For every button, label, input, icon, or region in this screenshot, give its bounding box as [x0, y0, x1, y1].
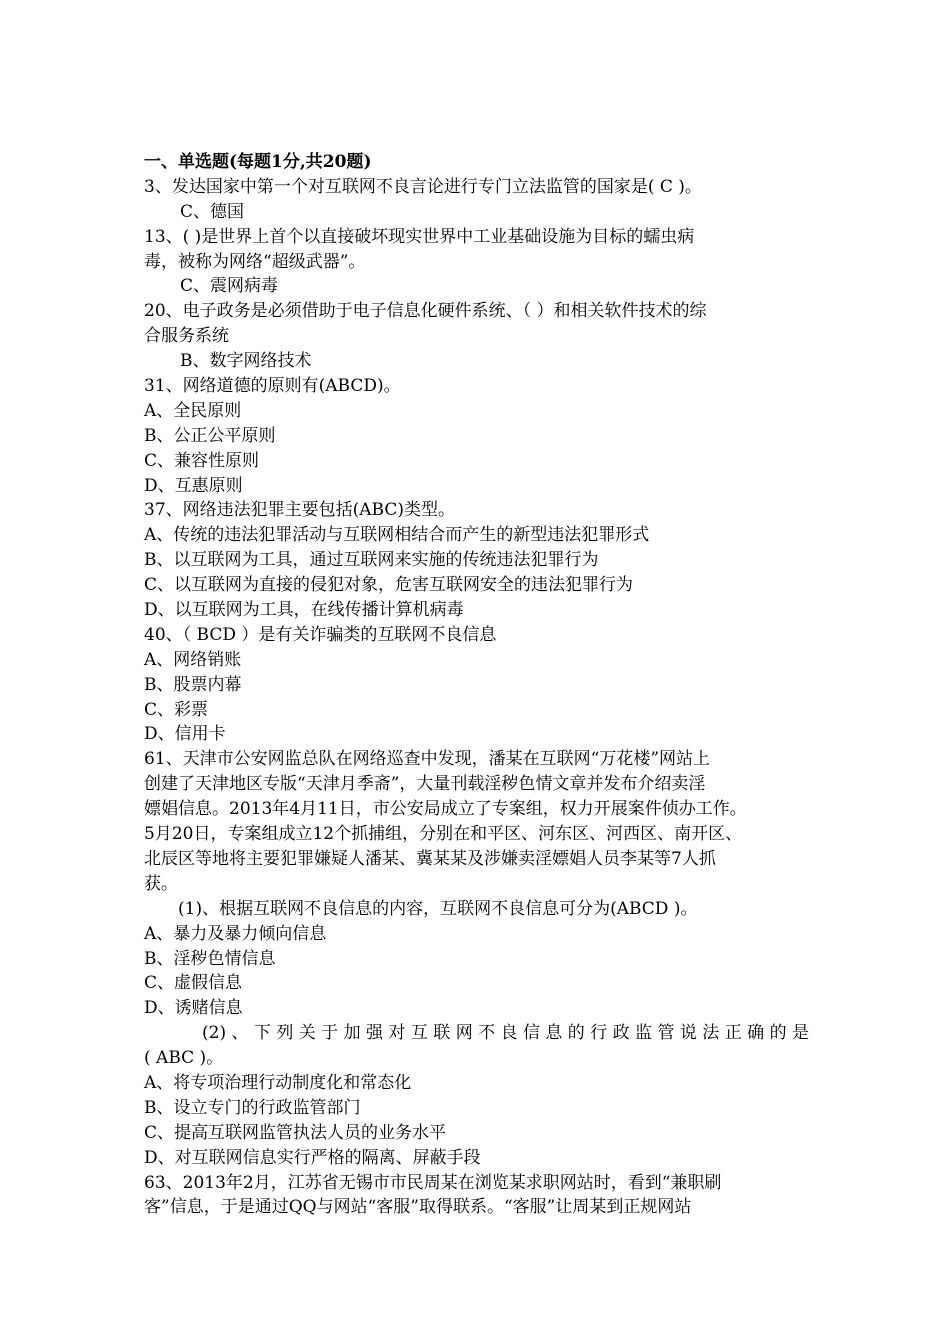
option-40-a: A、网络销账 — [144, 649, 242, 670]
option-2-c: C、提高互联网监管执法人员的业务水平 — [144, 1122, 447, 1143]
case-63-line-2: 客”信息，于是通过QQ与网站“客服”取得联系。“客服”让周某到正规网站 — [144, 1197, 692, 1218]
option-40-c: C、彩票 — [144, 699, 209, 720]
option-2-a: A、将专项治理行动制度化和常态化 — [144, 1072, 412, 1093]
option-31-a: A、全民原则 — [144, 400, 242, 421]
sub-question-2-line-1: (2)、下列关于加强对互联网不良信息的行政监管说法正确的是 — [202, 1023, 809, 1044]
document-body — [144, 150, 809, 1220]
option-2-b: B、设立专门的行政监管部门 — [144, 1097, 361, 1118]
option-2-d: D、对互联网信息实行严格的隔离、屏蔽手段 — [144, 1147, 481, 1168]
question-20-line-2: 合服务系统 — [144, 326, 229, 347]
case-61-line-1: 61、天津市公安网监总队在网络巡查中发现，潘某在互联网“万花楼”网站上 — [144, 749, 711, 770]
sub-question-2-line-2: ( ABC )。 — [144, 1048, 224, 1069]
option-37-d: D、以互联网为工具，在线传播计算机病毒 — [144, 600, 464, 621]
sub-question-1: (1)、根据互联网不良信息的内容，互联网不良信息可分为(ABCD )。 — [178, 898, 698, 919]
question-13-line-1: 13、( )是世界上首个以直接破坏现实世界中工业基础设施为目标的蠕虫病 — [144, 226, 695, 247]
case-61-line-6: 获。 — [144, 873, 178, 894]
question-37: 37、网络违法犯罪主要包括(ABC)类型。 — [144, 500, 455, 521]
option-31-d: D、互惠原则 — [144, 475, 243, 496]
option-37-b: B、以互联网为工具，通过互联网来实施的传统违法犯罪行为 — [144, 550, 599, 571]
option-1-a: A、暴力及暴力倾向信息 — [144, 923, 327, 944]
option-37-c: C、以互联网为直接的侵犯对象，危害互联网安全的违法犯罪行为 — [144, 575, 634, 596]
case-61-line-4: 5月20日，专案组成立12个抓捕组，分别在和平区、河东区、河西区、南开区、 — [144, 824, 743, 845]
case-61-line-5: 北辰区等地将主要犯罪嫌疑人潘某、冀某某及涉嫌卖淫嫖娼人员李某等7人抓 — [144, 848, 716, 869]
answer-3: C、德国 — [180, 201, 245, 222]
option-31-c: C、兼容性原则 — [144, 450, 260, 471]
case-61-line-3: 嫖娼信息。2013年4月11日，市公安局成立了专案组，权力开展案件侦办工作。 — [144, 799, 747, 820]
question-31: 31、网络道德的原则有(ABCD)。 — [144, 376, 401, 397]
answer-20: B、数字网络技术 — [180, 351, 312, 372]
question-20-line-1: 20、电子政务是必须借助于电子信息化硬件系统、（ ）和相关软件技术的综 — [144, 301, 707, 322]
question-40: 40、（ BCD ）是有关诈骗类的互联网不良信息 — [144, 624, 497, 645]
option-31-b: B、公正公平原则 — [144, 425, 276, 446]
question-13-line-2: 毒，被称为网络“超级武器”。 — [144, 251, 366, 272]
option-1-b: B、淫秽色情信息 — [144, 948, 276, 969]
answer-13: C、震网病毒 — [180, 276, 279, 297]
option-1-d: D、诱赌信息 — [144, 998, 243, 1019]
case-61-line-2: 创建了天津地区专版“天津月季斋”，大量刊载淫秽色情文章并发布介绍卖淫 — [144, 774, 706, 795]
option-40-d: D、信用卡 — [144, 724, 226, 745]
question-3: 3、发达国家中第一个对互联网不良言论进行专门立法监管的国家是( C )。 — [144, 176, 702, 197]
section-heading: 一、单选题(每题1分,共20题) — [144, 152, 372, 172]
option-40-b: B、股票内幕 — [144, 674, 242, 695]
option-1-c: C、虚假信息 — [144, 973, 243, 994]
option-37-a: A、传统的违法犯罪活动与互联网相结合而产生的新型违法犯罪形式 — [144, 525, 650, 546]
case-63-line-1: 63、2013年2月，江苏省无锡市市民周某在浏览某求职网站时，看到“兼职刷 — [144, 1172, 722, 1193]
